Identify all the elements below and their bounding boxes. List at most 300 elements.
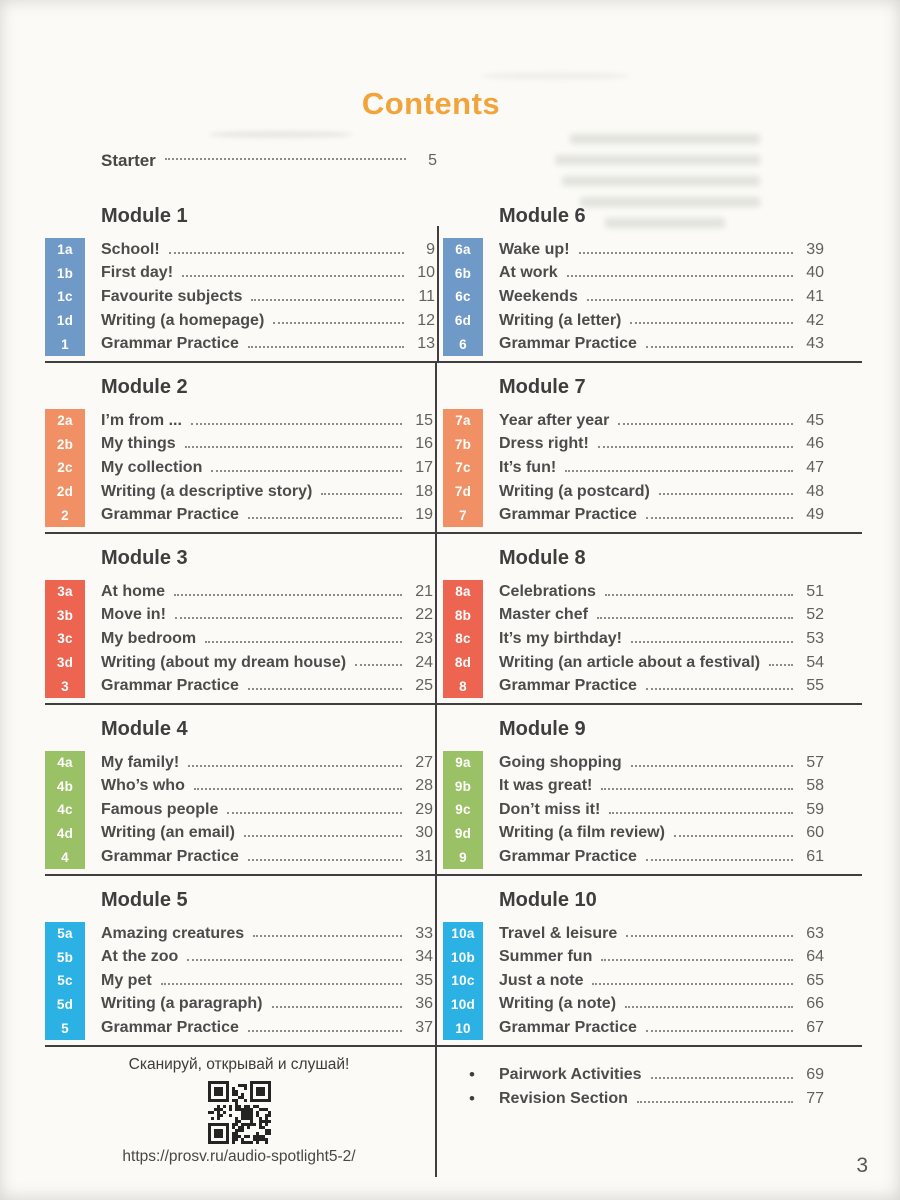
module-item-list bbox=[443, 409, 824, 527]
folio-page-number: 3 bbox=[856, 1154, 868, 1177]
unit-badge: 5d bbox=[45, 993, 85, 1017]
toc-item-row bbox=[443, 262, 824, 286]
item-page-number: 28 bbox=[415, 777, 433, 795]
item-label: Favourite subjects bbox=[101, 287, 243, 305]
dotted-leader bbox=[646, 517, 793, 519]
unit-badge: 8 bbox=[443, 674, 483, 698]
toc-item-row bbox=[443, 798, 824, 822]
item-page-number: 40 bbox=[806, 264, 824, 282]
extras-block bbox=[437, 1045, 862, 1177]
item-page-number: 60 bbox=[806, 824, 824, 842]
item-label: Writing (an article about a festival) bbox=[499, 653, 761, 671]
dotted-leader bbox=[248, 346, 404, 348]
item-label: Writing (a postcard) bbox=[499, 482, 650, 500]
item-label: Amazing creatures bbox=[101, 924, 245, 942]
item-label: Writing (a homepage) bbox=[101, 311, 265, 329]
dotted-leader bbox=[248, 1030, 402, 1032]
dotted-leader bbox=[605, 594, 793, 596]
unit-badge: 2 bbox=[45, 503, 85, 527]
module-section bbox=[437, 532, 862, 703]
toc-item-row bbox=[45, 775, 433, 799]
unit-badge: 9b bbox=[443, 775, 483, 799]
item-page-number: 47 bbox=[806, 458, 824, 476]
unit-badge: 2b bbox=[45, 433, 85, 457]
unit-badge: 6c bbox=[443, 285, 483, 309]
toc-item-row bbox=[45, 651, 433, 675]
dotted-leader bbox=[646, 688, 793, 690]
dotted-leader bbox=[579, 252, 793, 254]
dotted-leader bbox=[601, 959, 793, 961]
module-title: Module 6 bbox=[499, 205, 586, 227]
item-label: Writing (a descriptive story) bbox=[101, 482, 313, 500]
unit-badge: 10b bbox=[443, 945, 483, 969]
item-label: Weekends bbox=[499, 287, 578, 305]
toc-item-row bbox=[45, 922, 433, 946]
toc-item-row bbox=[45, 480, 433, 504]
item-page-number: 57 bbox=[806, 753, 824, 771]
item-label: My family! bbox=[101, 753, 180, 771]
scan-smudge bbox=[480, 72, 630, 80]
item-label: School! bbox=[101, 240, 160, 258]
module-title: Module 10 bbox=[499, 888, 597, 911]
dotted-leader bbox=[659, 493, 793, 495]
item-page-number: 23 bbox=[415, 629, 433, 647]
toc-item-row bbox=[45, 945, 433, 969]
toc-item-row bbox=[443, 480, 824, 504]
item-label: Grammar Practice bbox=[499, 335, 637, 353]
item-page-number: 15 bbox=[415, 411, 433, 429]
dotted-leader bbox=[626, 935, 793, 937]
item-page-number: 18 bbox=[415, 482, 433, 500]
dotted-leader bbox=[174, 594, 402, 596]
item-page-number: 22 bbox=[415, 606, 433, 624]
toc-item-row bbox=[443, 309, 824, 333]
dotted-leader bbox=[272, 1006, 403, 1008]
item-page-number: 65 bbox=[806, 971, 824, 989]
item-label: It’s fun! bbox=[499, 458, 557, 476]
toc-item-row bbox=[443, 433, 824, 457]
item-label: Grammar Practice bbox=[101, 335, 239, 353]
item-label: Year after year bbox=[499, 411, 610, 429]
toc-item-row bbox=[45, 798, 433, 822]
item-page-number: 61 bbox=[806, 848, 824, 866]
dotted-leader bbox=[637, 1101, 793, 1103]
toc-item-row bbox=[443, 674, 824, 698]
qr-code-icon bbox=[208, 1081, 271, 1144]
dotted-leader bbox=[625, 1006, 793, 1008]
item-label: At home bbox=[101, 582, 165, 600]
unit-badge: 5c bbox=[45, 969, 85, 993]
toc-item-row bbox=[443, 945, 824, 969]
unit-badge: 3a bbox=[45, 580, 85, 604]
dotted-leader bbox=[631, 765, 793, 767]
unit-badge: 9c bbox=[443, 798, 483, 822]
unit-badge: 5b bbox=[45, 945, 85, 969]
extra-item-row bbox=[443, 1063, 824, 1087]
unit-badge: 4d bbox=[45, 822, 85, 846]
unit-badge: 4 bbox=[45, 845, 85, 869]
dotted-leader bbox=[227, 812, 402, 814]
item-page-number: 21 bbox=[415, 582, 433, 600]
toc-item-row bbox=[45, 309, 435, 333]
dotted-leader bbox=[169, 252, 404, 254]
dotted-leader bbox=[651, 1077, 793, 1079]
item-label: Grammar Practice bbox=[499, 677, 637, 695]
unit-badge: 5a bbox=[45, 922, 85, 946]
item-label: Just a note bbox=[499, 971, 584, 989]
unit-badge: 6a bbox=[443, 238, 483, 262]
dotted-leader bbox=[769, 664, 793, 666]
toc-item-row bbox=[443, 845, 824, 869]
item-label: Wake up! bbox=[499, 240, 570, 258]
module-section bbox=[45, 361, 437, 532]
unit-badge: 8b bbox=[443, 604, 483, 628]
toc-item-row bbox=[45, 456, 433, 480]
item-page-number: 36 bbox=[415, 995, 433, 1013]
toc-item-row bbox=[45, 409, 433, 433]
toc-item-row bbox=[45, 433, 433, 457]
item-page-number: 54 bbox=[806, 653, 824, 671]
item-label: Famous people bbox=[101, 800, 219, 818]
toc-item-row bbox=[443, 822, 824, 846]
dotted-leader bbox=[646, 859, 793, 861]
unit-badge: 4c bbox=[45, 798, 85, 822]
toc-item-row bbox=[45, 1016, 433, 1040]
item-page-number: 63 bbox=[806, 924, 824, 942]
toc-item-row bbox=[443, 409, 824, 433]
toc-item-row bbox=[45, 503, 433, 527]
item-label: Grammar Practice bbox=[499, 848, 637, 866]
unit-badge: 5 bbox=[45, 1016, 85, 1040]
toc-item-row bbox=[45, 627, 433, 651]
toc-item-row bbox=[443, 238, 824, 262]
item-label: Going shopping bbox=[499, 753, 622, 771]
module-item-list bbox=[443, 580, 824, 698]
dotted-leader bbox=[253, 935, 402, 937]
item-page-number: 35 bbox=[415, 971, 433, 989]
module-title: Module 7 bbox=[499, 375, 586, 398]
item-label: Travel & leisure bbox=[499, 924, 618, 942]
dotted-leader bbox=[211, 470, 402, 472]
toc-item-row bbox=[443, 651, 824, 675]
dotted-leader bbox=[646, 346, 793, 348]
item-label: Writing (about my dream house) bbox=[101, 653, 347, 671]
starter-row bbox=[101, 149, 437, 173]
module-title: Module 8 bbox=[499, 546, 586, 569]
module-title: Module 4 bbox=[101, 717, 188, 740]
toc-item-row bbox=[443, 751, 824, 775]
unit-badge: 6 bbox=[443, 332, 483, 356]
toc-item-row bbox=[443, 1016, 824, 1040]
item-page-number: 58 bbox=[806, 777, 824, 795]
dotted-leader bbox=[598, 446, 793, 448]
module-section bbox=[437, 361, 862, 532]
dotted-leader bbox=[248, 859, 402, 861]
item-page-number: 66 bbox=[806, 995, 824, 1013]
dotted-leader bbox=[587, 299, 793, 301]
unit-badge: 2d bbox=[45, 480, 85, 504]
module-title: Module 5 bbox=[101, 888, 188, 911]
unit-badge: 1c bbox=[45, 285, 85, 309]
dotted-leader bbox=[597, 617, 793, 619]
module-title: Module 2 bbox=[101, 375, 188, 398]
bullet-icon: • bbox=[469, 1064, 475, 1084]
unit-badge: 1b bbox=[45, 262, 85, 286]
item-page-number: 67 bbox=[806, 1019, 824, 1037]
item-page-number: 64 bbox=[806, 948, 824, 966]
dotted-leader bbox=[244, 835, 402, 837]
toc-item-row bbox=[45, 580, 433, 604]
module-title: Module 1 bbox=[101, 205, 188, 227]
item-label: Writing (a film review) bbox=[499, 824, 665, 842]
item-label: It’s my birthday! bbox=[499, 629, 622, 647]
toc-item-row bbox=[443, 285, 824, 309]
item-page-number: 34 bbox=[415, 948, 433, 966]
item-page-number: 48 bbox=[806, 482, 824, 500]
unit-badge: 10 bbox=[443, 1016, 483, 1040]
unit-badge: 7c bbox=[443, 456, 483, 480]
toc-item-row bbox=[443, 969, 824, 993]
dotted-leader bbox=[194, 788, 402, 790]
item-page-number: 45 bbox=[806, 411, 824, 429]
unit-badge: 8d bbox=[443, 651, 483, 675]
scan-smudge bbox=[208, 131, 353, 138]
dotted-leader bbox=[601, 788, 793, 790]
toc-item-row bbox=[45, 285, 435, 309]
unit-badge: 9d bbox=[443, 822, 483, 846]
item-page-number: 43 bbox=[806, 335, 824, 353]
dotted-leader bbox=[161, 983, 402, 985]
dotted-leader bbox=[251, 299, 404, 301]
item-page-number: 9 bbox=[426, 240, 435, 258]
item-label: My collection bbox=[101, 458, 203, 476]
unit-badge: 2c bbox=[45, 456, 85, 480]
item-label: I’m from ... bbox=[101, 411, 182, 429]
unit-badge: 6b bbox=[443, 262, 483, 286]
item-page-number: 52 bbox=[806, 606, 824, 624]
toc-item-row bbox=[45, 238, 435, 262]
item-label: Who’s who bbox=[101, 777, 185, 795]
module-section bbox=[437, 874, 862, 1045]
toc-item-row bbox=[45, 969, 433, 993]
module-section bbox=[45, 192, 437, 361]
item-page-number: 27 bbox=[415, 753, 433, 771]
unit-badge: 3 bbox=[45, 674, 85, 698]
item-page-number: 33 bbox=[415, 924, 433, 942]
starter-label: Starter bbox=[101, 151, 156, 170]
item-label: Grammar Practice bbox=[499, 1019, 637, 1037]
extra-item-row bbox=[443, 1087, 824, 1111]
modules-grid bbox=[45, 192, 862, 1177]
unit-badge: 1d bbox=[45, 309, 85, 333]
dotted-leader bbox=[182, 275, 404, 277]
item-label: Writing (an email) bbox=[101, 824, 235, 842]
module-section bbox=[437, 703, 862, 874]
toc-item-row bbox=[45, 262, 435, 286]
item-label: Master chef bbox=[499, 606, 588, 624]
dotted-leader bbox=[273, 322, 404, 324]
dotted-leader bbox=[248, 688, 402, 690]
item-page-number: 31 bbox=[415, 848, 433, 866]
dotted-leader bbox=[646, 1030, 793, 1032]
item-page-number: 37 bbox=[415, 1019, 433, 1037]
module-item-list bbox=[443, 238, 824, 356]
unit-badge: 3d bbox=[45, 651, 85, 675]
item-label: At the zoo bbox=[101, 948, 179, 966]
module-item-list bbox=[45, 409, 433, 527]
toc-item-row bbox=[45, 674, 433, 698]
item-label: Grammar Practice bbox=[101, 677, 239, 695]
item-page-number: 59 bbox=[806, 800, 824, 818]
item-label: Celebrations bbox=[499, 582, 596, 600]
item-page-number: 11 bbox=[418, 287, 435, 305]
dotted-leader bbox=[191, 423, 402, 425]
item-label: Writing (a letter) bbox=[499, 311, 622, 329]
item-page-number: 24 bbox=[415, 653, 433, 671]
toc-item-row bbox=[443, 922, 824, 946]
dotted-leader bbox=[188, 765, 402, 767]
item-page-number: 51 bbox=[806, 582, 824, 600]
dotted-leader bbox=[205, 641, 402, 643]
unit-badge: 4a bbox=[45, 751, 85, 775]
item-label: Grammar Practice bbox=[101, 1019, 239, 1037]
dotted-leader bbox=[175, 617, 402, 619]
item-page-number: 41 bbox=[806, 287, 824, 305]
page-title: Contents bbox=[361, 86, 501, 121]
dotted-leader bbox=[567, 275, 793, 277]
item-label: Writing (a paragraph) bbox=[101, 995, 263, 1013]
dotted-leader bbox=[355, 664, 402, 666]
module-item-list bbox=[443, 922, 824, 1040]
unit-badge: 6d bbox=[443, 309, 483, 333]
unit-badge: 7d bbox=[443, 480, 483, 504]
module-section bbox=[45, 703, 437, 874]
item-label: Grammar Practice bbox=[101, 848, 239, 866]
item-label: First day! bbox=[101, 264, 174, 282]
starter-page-number: 5 bbox=[428, 152, 437, 169]
item-page-number: 10 bbox=[417, 264, 435, 282]
dotted-leader bbox=[592, 983, 793, 985]
toc-item-row bbox=[443, 604, 824, 628]
module-section bbox=[437, 192, 862, 361]
dotted-leader bbox=[609, 812, 793, 814]
extra-page-number: 69 bbox=[806, 1065, 824, 1083]
item-label: My things bbox=[101, 435, 176, 453]
dotted-leader bbox=[674, 835, 793, 837]
unit-badge: 1a bbox=[45, 238, 85, 262]
unit-badge: 2a bbox=[45, 409, 85, 433]
item-page-number: 16 bbox=[415, 435, 433, 453]
toc-item-row bbox=[443, 993, 824, 1017]
module-item-list bbox=[45, 922, 433, 1040]
dotted-leader bbox=[565, 470, 793, 472]
audio-scan-block bbox=[45, 1045, 437, 1177]
item-page-number: 30 bbox=[415, 824, 433, 842]
unit-badge: 10a bbox=[443, 922, 483, 946]
scan-caption: Сканируй, открывай и слушай! bbox=[128, 1055, 350, 1073]
module-title: Module 3 bbox=[101, 546, 188, 569]
item-page-number: 25 bbox=[415, 677, 433, 695]
module-item-list bbox=[45, 238, 435, 356]
item-page-number: 49 bbox=[806, 506, 824, 524]
item-label: Writing (a note) bbox=[499, 995, 617, 1013]
item-label: Don’t miss it! bbox=[499, 800, 601, 818]
item-label: My bedroom bbox=[101, 629, 197, 647]
toc-item-row bbox=[443, 627, 824, 651]
item-page-number: 42 bbox=[806, 311, 824, 329]
toc-item-row bbox=[443, 456, 824, 480]
item-label: Dress right! bbox=[499, 435, 589, 453]
toc-item-row bbox=[45, 751, 433, 775]
item-label: Grammar Practice bbox=[101, 506, 239, 524]
item-page-number: 13 bbox=[417, 335, 435, 353]
audio-url: https://prosv.ru/audio-spotlight5-2/ bbox=[122, 1147, 356, 1165]
toc-item-row bbox=[45, 604, 433, 628]
extra-label: Revision Section bbox=[499, 1089, 628, 1107]
item-label: Move in! bbox=[101, 606, 166, 624]
dotted-leader bbox=[248, 517, 402, 519]
item-page-number: 29 bbox=[415, 800, 433, 818]
extra-label: Pairwork Activities bbox=[499, 1065, 642, 1083]
toc-item-row bbox=[443, 580, 824, 604]
dotted-leader bbox=[618, 423, 793, 425]
module-section bbox=[45, 874, 437, 1045]
dotted-leader bbox=[185, 446, 402, 448]
toc-item-row bbox=[45, 822, 433, 846]
unit-badge: 8a bbox=[443, 580, 483, 604]
item-page-number: 19 bbox=[415, 506, 433, 524]
module-item-list bbox=[443, 751, 824, 869]
dotted-leader bbox=[321, 493, 402, 495]
item-label: Summer fun bbox=[499, 948, 593, 966]
item-page-number: 53 bbox=[806, 629, 824, 647]
unit-badge: 4b bbox=[45, 775, 85, 799]
unit-badge: 3b bbox=[45, 604, 85, 628]
item-label: Grammar Practice bbox=[499, 506, 637, 524]
toc-item-row bbox=[45, 993, 433, 1017]
unit-badge: 1 bbox=[45, 332, 85, 356]
unit-badge: 10d bbox=[443, 993, 483, 1017]
toc-item-row bbox=[45, 845, 433, 869]
unit-badge: 7 bbox=[443, 503, 483, 527]
dotted-leader bbox=[631, 641, 793, 643]
item-page-number: 12 bbox=[417, 311, 435, 329]
unit-badge: 9 bbox=[443, 845, 483, 869]
toc-item-row bbox=[443, 332, 824, 356]
module-section bbox=[45, 532, 437, 703]
module-title: Module 9 bbox=[499, 717, 586, 740]
extra-page-number: 77 bbox=[806, 1089, 824, 1107]
toc-item-row bbox=[443, 503, 824, 527]
item-label: My pet bbox=[101, 971, 152, 989]
unit-badge: 9a bbox=[443, 751, 483, 775]
unit-badge: 7a bbox=[443, 409, 483, 433]
toc-item-row bbox=[45, 332, 435, 356]
unit-badge: 10c bbox=[443, 969, 483, 993]
toc-item-row bbox=[443, 775, 824, 799]
dotted-leader bbox=[187, 959, 402, 961]
module-item-list bbox=[45, 580, 433, 698]
bullet-icon: • bbox=[469, 1088, 475, 1108]
dotted-leader bbox=[165, 158, 406, 160]
dotted-leader bbox=[630, 322, 793, 324]
unit-badge: 3c bbox=[45, 627, 85, 651]
item-page-number: 39 bbox=[806, 240, 824, 258]
module-item-list bbox=[45, 751, 433, 869]
item-label: It was great! bbox=[499, 777, 593, 795]
item-label: At work bbox=[499, 264, 558, 282]
unit-badge: 8c bbox=[443, 627, 483, 651]
